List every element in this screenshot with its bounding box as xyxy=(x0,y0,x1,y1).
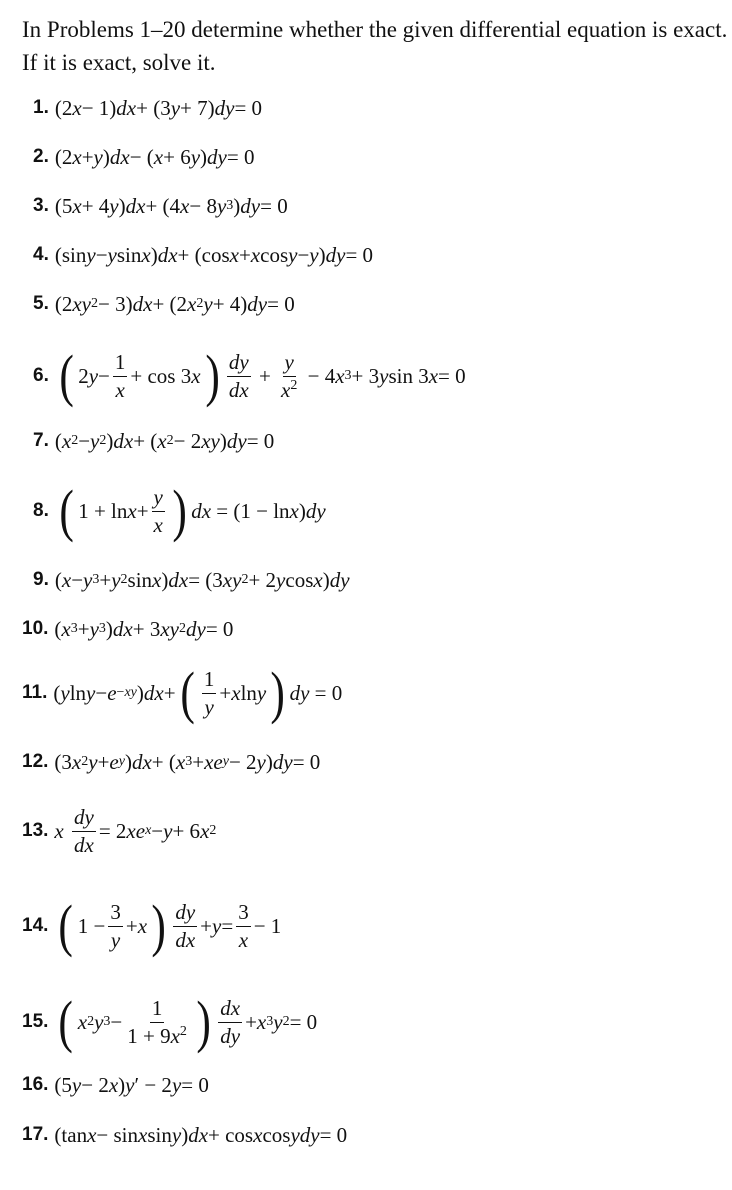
problem-number: 1. xyxy=(33,97,49,118)
problem-14 xyxy=(0,893,732,958)
problem-15 xyxy=(0,989,732,1054)
equation-6: ( 2 y − $\frac{1}{x}$ + cos 3 x ) $\frac{dy}{dx}$ + $\frac{y}{x^2}$ − 4 x 3 + 3 y sin 3 x = 0 xyxy=(59,343,466,408)
problem-3 xyxy=(0,186,732,226)
equation-7: ( x 2 − y 2 ) dx + ( x 2 − 2 xy ) dy = 0 xyxy=(54,428,275,453)
problem-number: 2. xyxy=(33,146,49,167)
problem-13 xyxy=(0,803,732,859)
problem-number: 16. xyxy=(22,1074,49,1095)
equation-15: ( x 2 y 3 − $\frac{1}{1 + 9x^2}$ ) $\frac{dx}{dy}$ + x 3 y 2 = 0 xyxy=(58,989,318,1054)
equation-11: ( y ln y − e −xy ) dx + ( $\frac{1}{y}$ + x ln y ) dy = 0 xyxy=(53,660,343,725)
problem-8 xyxy=(0,478,732,543)
problem-4 xyxy=(0,235,732,275)
problem-10 xyxy=(0,609,732,649)
equation-8: ( 1 + ln x + $\frac{y}{x}$ ) dx = (1 − ln x ) dy xyxy=(59,478,326,543)
equation-14: ( 1 − $\frac{3}{y}$ + x ) $\frac{dy}{dx}$ + y = $\frac{3}{x}$ − 1 xyxy=(58,893,282,958)
problem-11 xyxy=(0,660,732,725)
problem-number: 12. xyxy=(22,751,49,772)
problem-16 xyxy=(0,1065,732,1105)
problem-instructions: In Problems 1–20 determine whether the given differential equation is exact. If it is exact, solve it. xyxy=(22,17,728,75)
equation-1: (2 x − 1) dx + (3 y + 7) dy = 0 xyxy=(54,95,263,120)
problem-number: 9. xyxy=(33,569,49,590)
equation-5: (2 xy 2 − 3) dx + (2 x 2 y + 4) dy = 0 xyxy=(54,291,295,316)
problem-9 xyxy=(0,560,732,600)
equation-16: (5 y − 2 x ) y ′ − 2 y = 0 xyxy=(54,1072,209,1097)
equation-10: ( x 3 + y 3 ) dx + 3 xy 2 dy = 0 xyxy=(54,616,234,641)
problem-number: 4. xyxy=(33,244,49,265)
problem-number: 6. xyxy=(33,365,49,386)
problem-number: 10. xyxy=(22,618,49,639)
problem-number: 13. xyxy=(22,820,49,841)
equation-9: ( x − y 3 + y 2 sin x ) dx = (3 xy 2 + 2 y cos x ) dy xyxy=(54,567,350,592)
problem-5 xyxy=(0,284,732,324)
equation-17: (tan x − sin x sin y ) dx + cos x cos y dy = 0 xyxy=(54,1122,348,1147)
problem-1 xyxy=(0,88,732,128)
equation-2: (2 x + y ) dx − ( x + 6 y ) dy = 0 xyxy=(54,144,255,169)
equation-13: x $\frac{dy}{dx}$ = 2 xe x − y + 6 x 2 xyxy=(54,805,217,857)
problem-number: 8. xyxy=(33,500,49,521)
problem-17 xyxy=(0,1115,732,1155)
problem-6 xyxy=(0,343,732,408)
problem-12 xyxy=(0,742,732,782)
problem-number: 11. xyxy=(22,682,48,703)
equation-4: (sin y − y sin x ) dx + (cos x + x cos y − y ) dy = 0 xyxy=(54,242,374,267)
problem-number: 5. xyxy=(33,293,49,314)
equation-3: (5 x + 4 y ) dx + (4 x − 8 y 3 ) dy = 0 xyxy=(54,193,288,218)
problem-number: 15. xyxy=(22,1011,49,1032)
equation-12: (3 x 2 y + e y ) dx + ( x 3 + xe y − 2 y ) dy = 0 xyxy=(54,749,321,774)
problem-number: 7. xyxy=(33,430,49,451)
problem-number: 3. xyxy=(33,195,49,216)
problem-number: 17. xyxy=(22,1124,49,1145)
problem-7 xyxy=(0,421,732,461)
problem-number: 14. xyxy=(22,915,49,936)
problem-2 xyxy=(0,137,732,177)
